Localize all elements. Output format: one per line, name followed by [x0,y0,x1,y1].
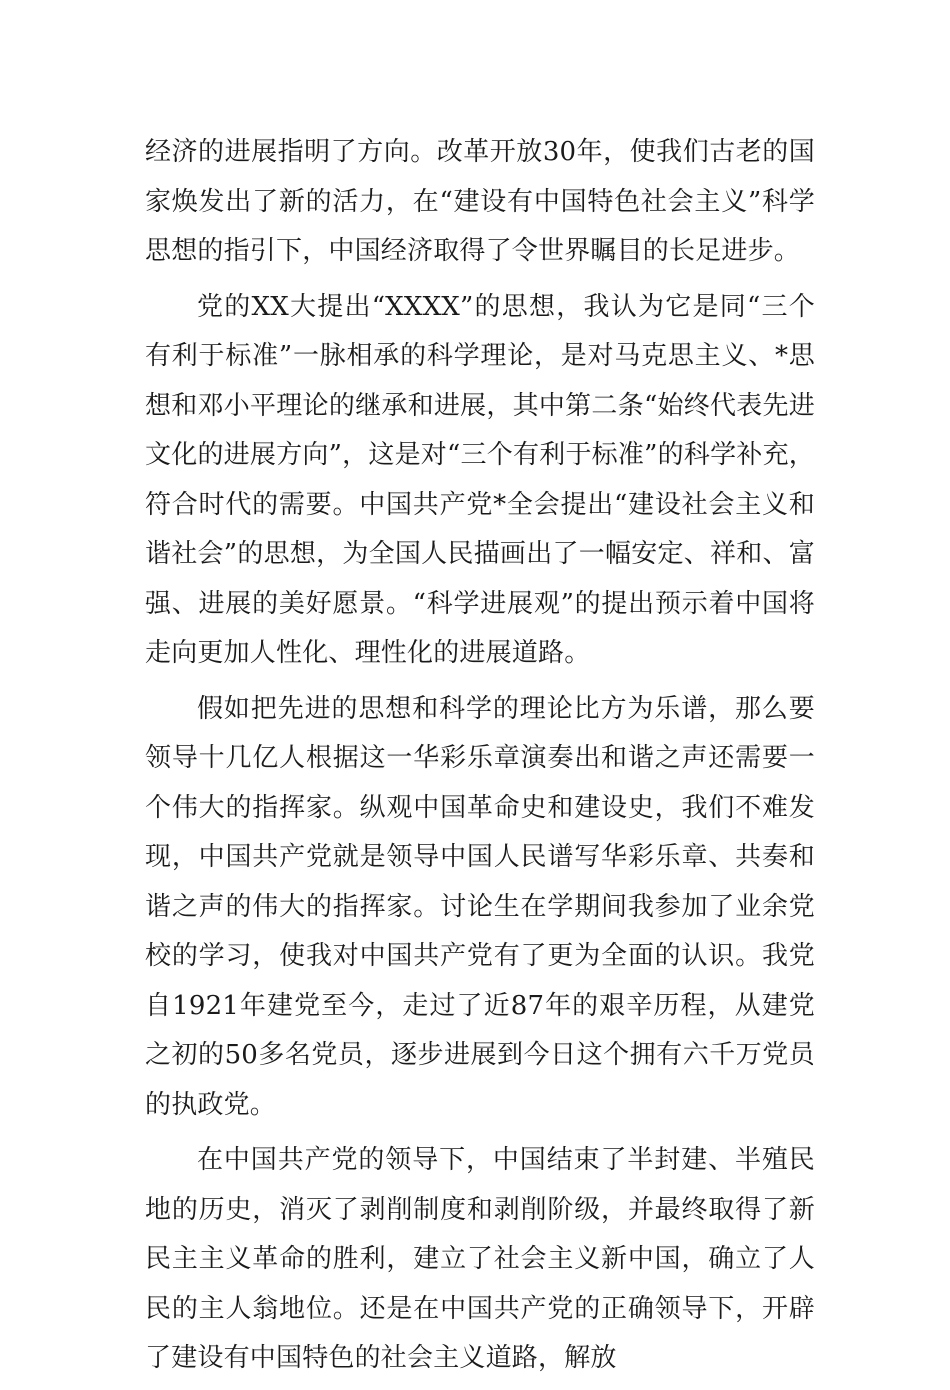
paragraph-4: 在中国共产党的领导下，中国结束了半封建、半殖民地的历史，消灭了剥削制度和剥削阶级，并最终取得了新民主主义革命的胜利，建立了社会主义新中国，确立了人民的主人翁地位。还是在中国共产党的正确领导下，开辟了建设有中国特色的社会主义道路，解放 [145,1145,815,1373]
paragraph-2: 党的XX大提出“XXXX”的思想，我认为它是同“三个有利于标准”一脉相承的科学理论，是对马克思主义、*思想和邓小平理论的继承和进展，其中第二条“始终代表先进文化的进展方向”，这是对“三个有利于标准”的科学补充，符合时代的需要。中国共产党*全会提出“建设社会主义和谐社会”的思想，为全国人民描画出了一幅安定、祥和、富强、进展的美好愿景。“科学进展观”的提出预示着中国将走向更加人性化、理性化的进展道路。 [145,291,815,668]
document-body [145,128,815,1390]
paragraph-1: 经济的进展指明了方向。改革开放30年，使我们古老的国家焕发出了新的活力，在“建设有中国特色社会主义”科学思想的指引下，中国经济取得了令世界瞩目的长足进步。 [145,137,815,266]
paragraph-3: 假如把先进的思想和科学的理论比方为乐谱，那么要领导十几亿人根据这一华彩乐章演奏出和谐之声还需要一个伟大的指挥家。纵观中国革命史和建设史，我们不难发现，中国共产党就是领导中国人民谱写华彩乐章、共奏和谐之声的伟大的指挥家。讨论生在学期间我参加了业余党校的学习，使我对中国共产党有了更为全面的认识。我党自1921年建党至今，走过了近87年的艰辛历程，从建党之初的50多名党员，逐步进展到今日这个拥有六千万党员的执政党。 [145,693,815,1120]
